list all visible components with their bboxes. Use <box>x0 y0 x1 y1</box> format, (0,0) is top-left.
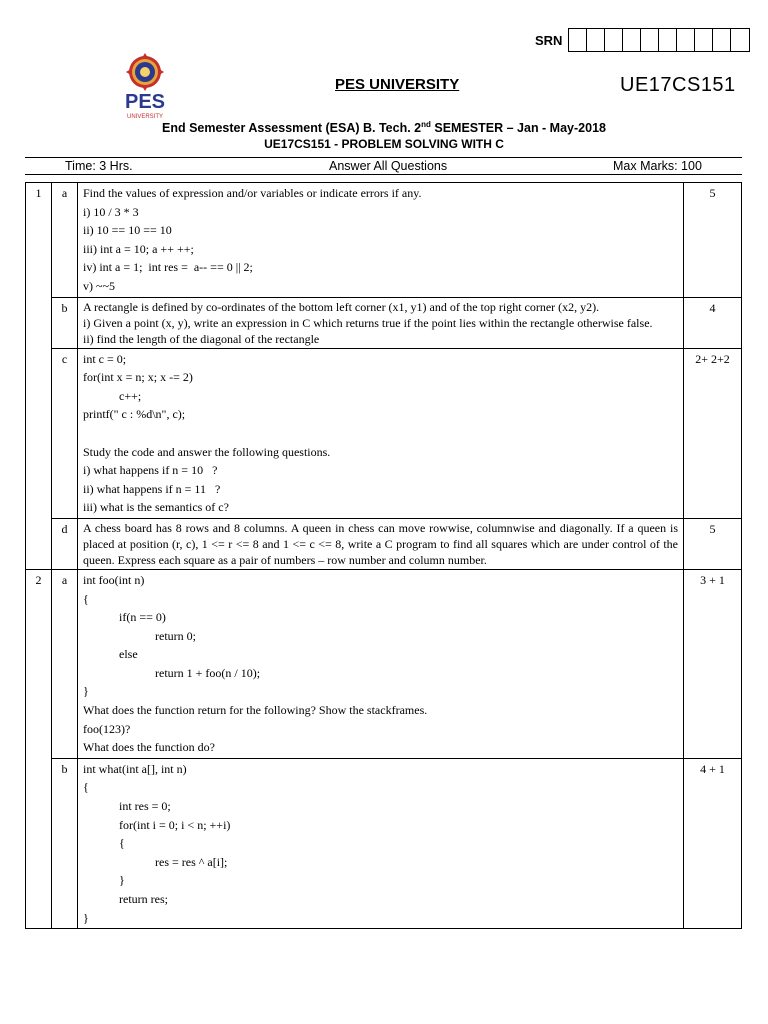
text-line: if(n == 0) <box>83 610 166 625</box>
text-line: int c = 0; <box>83 351 127 366</box>
part-label: b <box>52 297 78 348</box>
max-marks: Max Marks: 100 <box>613 159 702 173</box>
srn-box <box>659 29 677 51</box>
text-line: Study the code and answer the following questions. <box>83 444 331 459</box>
text-line: } <box>83 910 89 925</box>
part-label: c <box>52 348 78 518</box>
text-line: return res; <box>83 892 168 906</box>
text-line: iii) int a = 10; a ++ ++; <box>83 241 194 256</box>
text-line: iv) int a = 1; int res = a-- == 0 || 2; <box>83 260 253 275</box>
question-row <box>26 758 742 928</box>
text-line: int foo(int n) <box>83 572 145 587</box>
text-line: A rectangle is defined by co-ordinates of the bottom left corner (x1, y1) and of the top right corner (x2, y2). <box>83 299 600 314</box>
part-marks: 3 + 1 <box>684 569 742 758</box>
question-row <box>26 348 742 518</box>
exam-title <box>0 120 768 135</box>
srn-box <box>677 29 695 51</box>
text-line: { <box>83 780 89 795</box>
logo-subtext: UNIVERSITY <box>126 114 164 120</box>
part-text <box>78 758 684 928</box>
part-text <box>78 183 684 298</box>
part-marks: 5 <box>684 518 742 569</box>
exam-meta-bar <box>25 157 742 175</box>
text-line: ii) what happens if n = 11 ? <box>83 481 221 496</box>
text-line: i) 10 / 3 * 3 <box>83 204 139 219</box>
text-line: Find the values of expression and/or variables or indicate errors if any. <box>83 186 422 200</box>
text-line: } <box>83 684 89 699</box>
text-line: v) ~~5 <box>83 278 115 293</box>
text-line: int res = 0; <box>83 799 171 814</box>
text-line: c++; <box>83 388 142 403</box>
text-line: for(int x = n; x; x -= 2) <box>83 370 193 385</box>
part-marks: 4 + 1 <box>684 758 742 928</box>
srn-field <box>535 28 750 52</box>
part-text <box>78 518 684 569</box>
text-line: for(int i = 0; i < n; ++i) <box>83 817 231 832</box>
srn-box <box>641 29 659 51</box>
srn-boxes <box>568 28 750 52</box>
text-line: ii) find the length of the diagonal of the rectangle <box>83 331 320 346</box>
part-text <box>78 297 684 348</box>
text-line: { <box>83 836 125 851</box>
srn-box <box>713 29 731 51</box>
part-label: a <box>52 183 78 298</box>
text-line: foo(123)? <box>83 721 131 736</box>
srn-label: SRN <box>535 32 563 48</box>
text-line: i) Given a point (x, y), write an expression in C which returns true if the point lies within the rectangle otherwise false. <box>83 315 653 330</box>
part-label: a <box>52 569 78 758</box>
srn-box <box>623 29 641 51</box>
part-marks: 5 <box>684 183 742 298</box>
srn-box <box>587 29 605 51</box>
course-code: UE17CS151 <box>620 74 736 96</box>
srn-box <box>569 29 587 51</box>
text-line: } <box>83 873 125 888</box>
question-row <box>26 569 742 758</box>
srn-box <box>695 29 713 51</box>
exam-title-post: SEMESTER – Jan - May-2018 <box>430 121 606 136</box>
subject-title: UE17CS151 - PROBLEM SOLVING WITH C <box>264 137 504 151</box>
exam-title-sup: nd <box>421 120 431 129</box>
part-text <box>78 348 684 518</box>
part-label: d <box>52 518 78 569</box>
text-line: printf(" c : %d\n", c); <box>83 407 186 422</box>
text-line: res = res ^ a[i]; <box>83 854 228 869</box>
text-paragraph: A chess board has 8 rows and 8 columns. A queen in chess can move rowwise, columnwise and diagonally. If a queen is placed at position (r, c), 1 <= r <= 8 and 1 <= c <= 8, write a C program to find all squares which are under control of the queen. Express each square as a pair of numbers – row number and column number. <box>83 520 678 567</box>
logo-text: PES <box>124 91 166 113</box>
question-row <box>26 183 742 298</box>
part-label: b <box>52 758 78 928</box>
part-marks: 4 <box>684 297 742 348</box>
text-line: return 1 + foo(n / 10); <box>83 665 261 680</box>
srn-box <box>731 29 749 51</box>
text-line: What does the function return for the following? Show the stackframes. <box>83 703 428 718</box>
text-line: else <box>83 647 138 662</box>
exam-time: Time: 3 Hrs. <box>65 159 133 173</box>
text-line: What does the function do? <box>83 740 215 755</box>
part-text <box>78 569 684 758</box>
university-name: PES UNIVERSITY <box>335 76 460 93</box>
exam-instructions: Answer All Questions <box>329 159 448 173</box>
text-line <box>83 424 678 443</box>
question-row <box>26 518 742 569</box>
text-line: { <box>83 591 89 606</box>
pes-logo <box>112 52 178 120</box>
text-line: return 0; <box>83 628 196 643</box>
srn-box <box>605 29 623 51</box>
part-marks: 2+ 2+2 <box>684 348 742 518</box>
question-table <box>25 182 742 929</box>
text-line: ii) 10 == 10 == 10 <box>83 223 172 238</box>
exam-title-pre: End Semester Assessment (ESA) B. Tech. 2 <box>162 121 422 136</box>
text-line: int what(int a[], int n) <box>83 761 187 776</box>
question-number: 2 <box>26 569 52 928</box>
text-line: i) what happens if n = 10 ? <box>83 463 218 478</box>
question-row <box>26 297 742 348</box>
question-number: 1 <box>26 183 52 570</box>
text-line: iii) what is the semantics of c? <box>83 500 229 515</box>
